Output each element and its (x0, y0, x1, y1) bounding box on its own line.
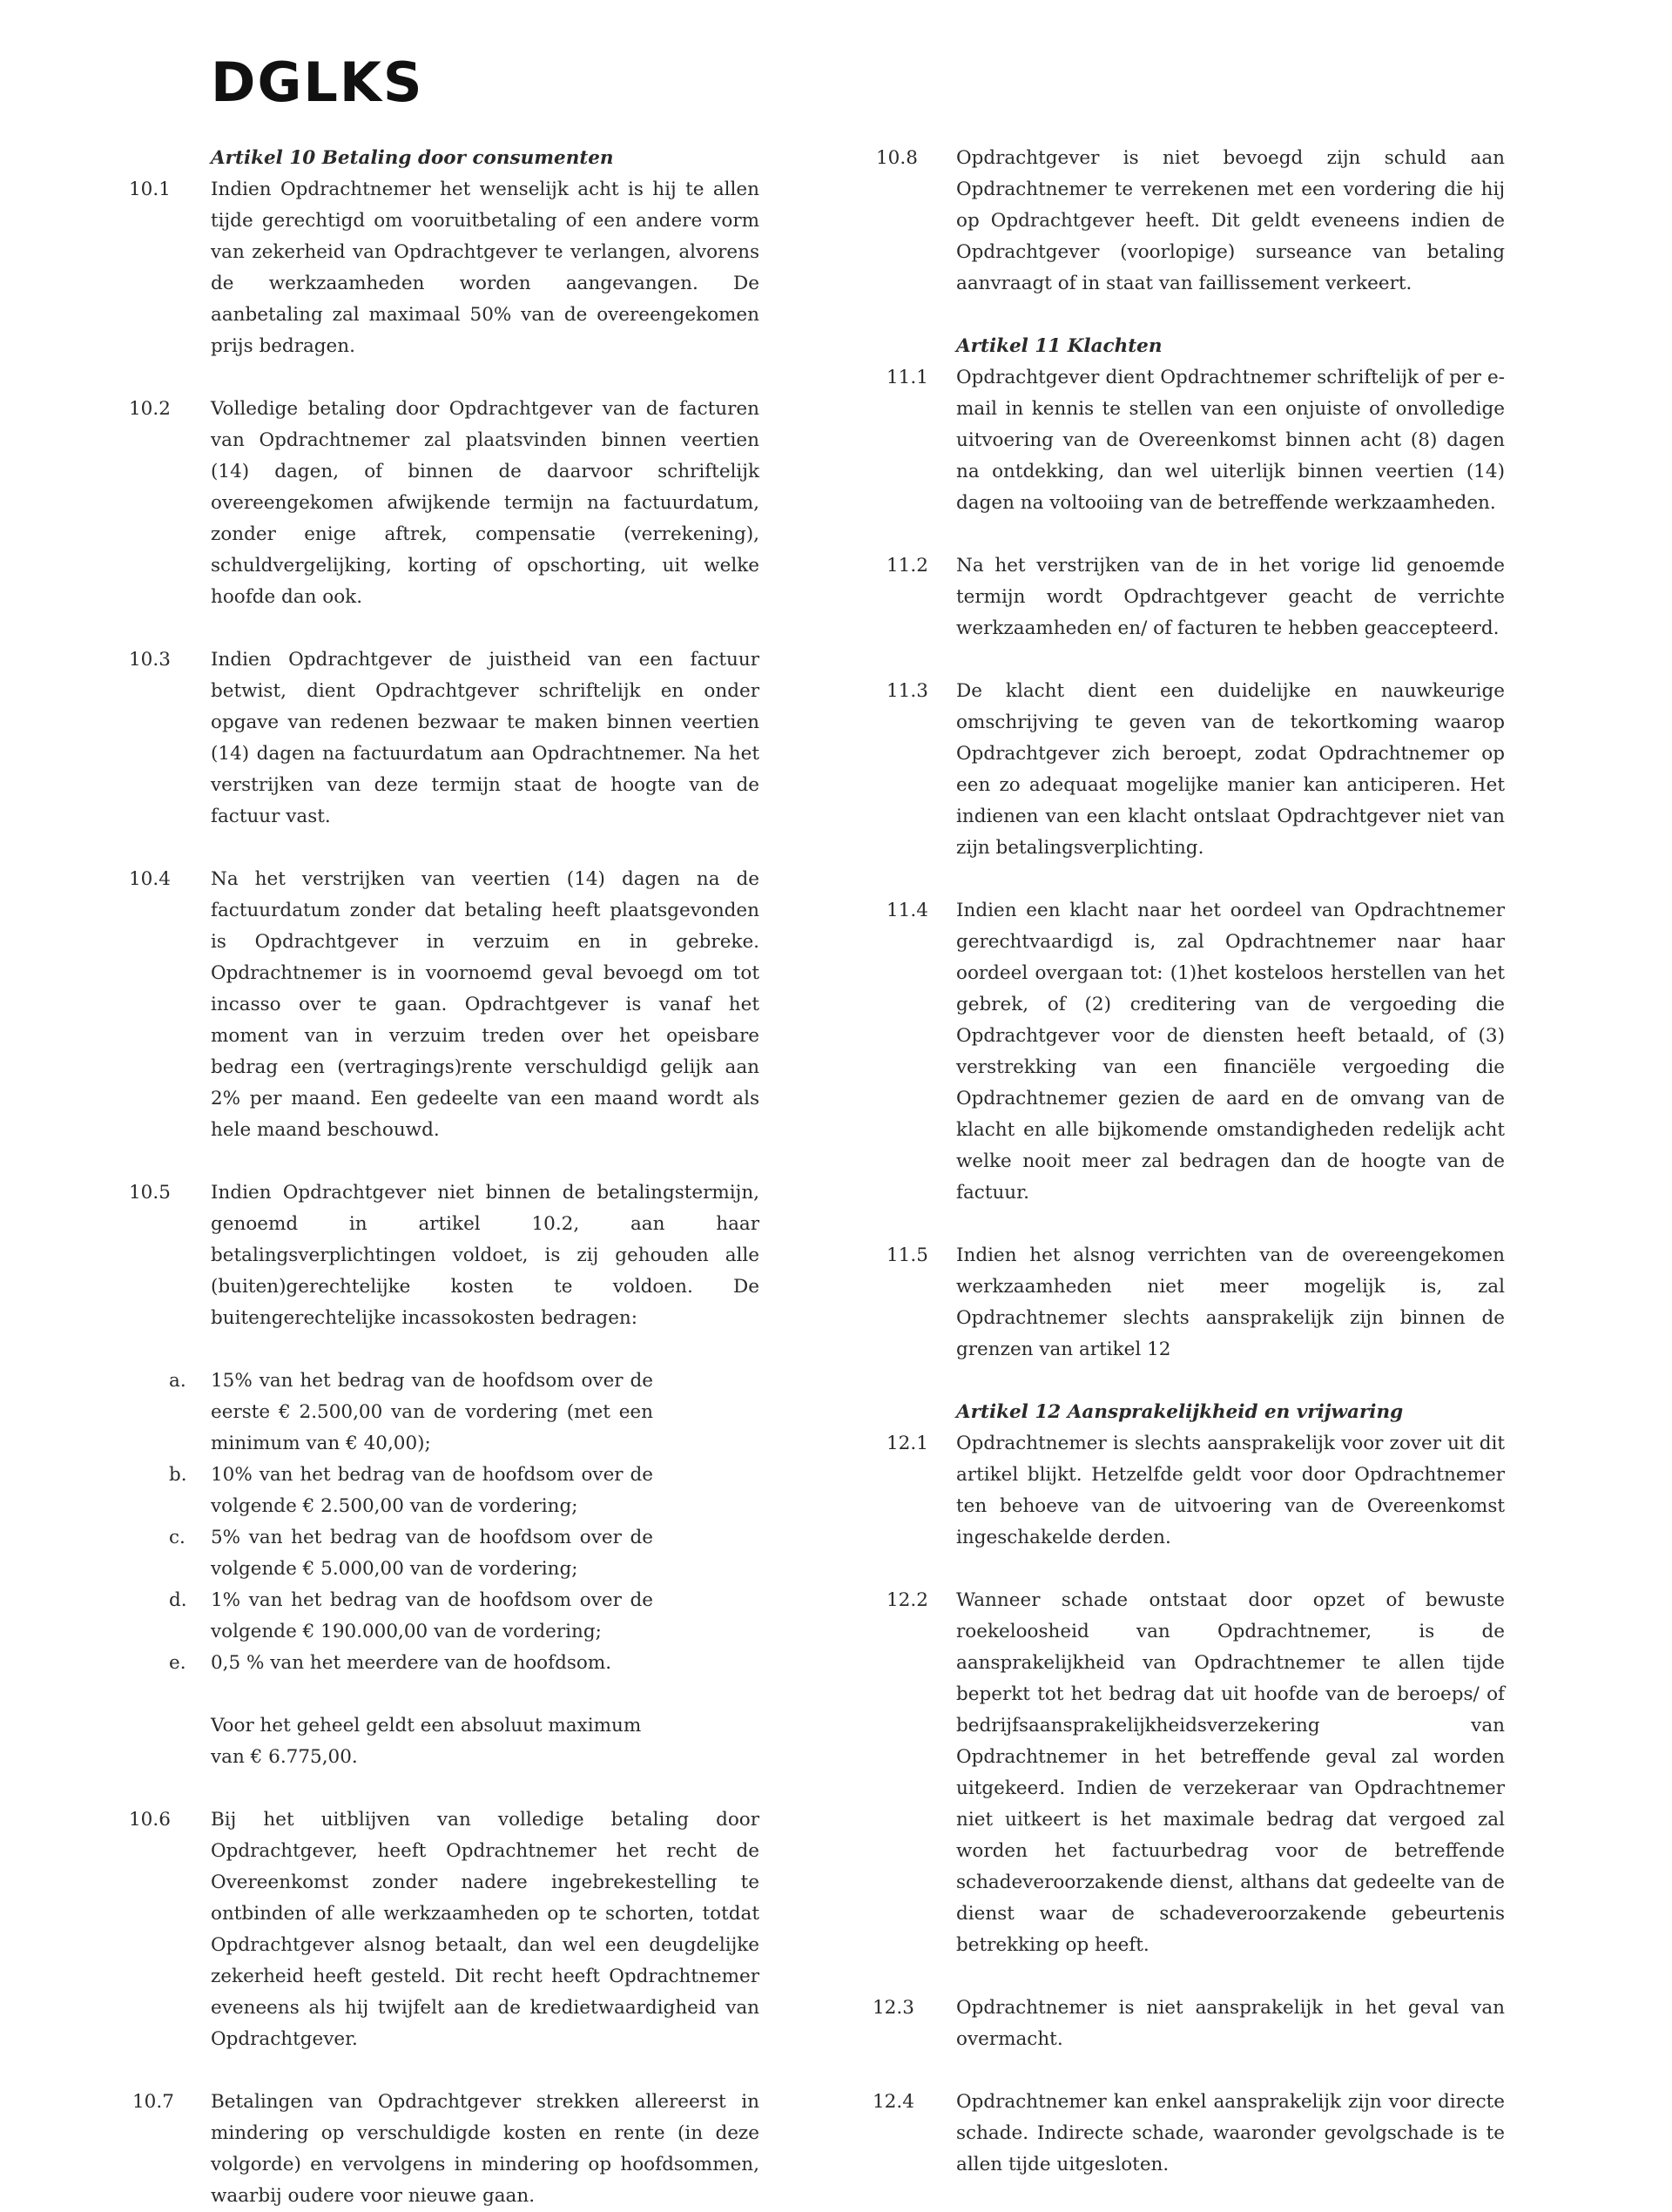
clause-number: 10.1 (129, 179, 171, 200)
article-12-heading: Artikel 12 Aansprakelijkheid en vrijwaring (956, 1401, 1404, 1423)
clause-number: 12.2 (887, 1589, 928, 1611)
clause-text: Volledige betaling door Opdrachtgever van de facturen van Opdrachtnemer zal plaatsvinden binnen veertien (14) dagen, of binnen de daarvoor schriftelijk overeengekomen afwijkende termijn na factuurdatum, zonder enige aftrek, compensatie (verrekening), schuldvergelijking, korting of opschorting, uit welke hoofde dan ook. (211, 398, 759, 608)
clause-text: Indien Opdrachtgever de juistheid van een factuur betwist, dient Opdrachtgever schriftelijk en onder opgave van redenen bezwaar te maken binnen veertien (14) dagen na factuurdatum aan Opdrachtnemer. Na het verstrijken van deze termijn staat de hoogte van de factuur vast. (211, 649, 759, 827)
clause-number: 10.5 (129, 1182, 171, 1204)
article-10-heading: Artikel 10 Betaling door consumenten (211, 147, 614, 169)
clause-text: Indien het alsnog verrichten van de overeengekomen werkzaamheden niet meer mogelijk is, zal Opdrachtnemer slechts aansprakelijk zijn binnen de grenzen van artikel 12 (956, 1244, 1505, 1360)
clause-number: 11.1 (887, 367, 928, 388)
clause-number: 11.5 (887, 1244, 928, 1266)
list-label: c. (169, 1527, 185, 1548)
clause-text: Opdrachtgever dient Opdrachtnemer schriftelijk of per e-mail in kennis te stellen van een onjuiste of onvolledige uitvoering van de Overeenkomst binnen acht (8) dagen na ontdekking, dan wel uiterlijk binnen veertien (14) dagen na voltooiing van de betreffende werkzaamheden. (956, 367, 1505, 514)
clause-text: Indien Opdrachtgever niet binnen de betalingstermijn, genoemd in artikel 10.2, aan haar betalingsverplichtingen voldoet, is zij gehouden alle (buiten)gerechtelijke kosten te voldoen. De buitengerechtelijke incassokosten bedragen: (211, 1182, 759, 1329)
clause-12-1 (0, 1428, 1515, 1554)
list-text: 0,5 % van het meerdere van de hoofdsom. (211, 1652, 612, 1674)
list-label: d. (169, 1589, 187, 1611)
clause-12-4 (0, 2087, 1515, 2181)
clause-text: Na het verstrijken van veertien (14) dagen na de factuurdatum zonder dat betaling heeft plaatsgevonden is Opdrachtgever in verzuim en in gebreke. Opdrachtnemer is in voornoemd geval bevoegd om tot incasso over te gaan. Opdrachtgever is vanaf het moment van in verzuim treden over het opeisbare bedrag een (vertragings)rente verschuldigd gelijk aan 2% per maand. Een gedeelte van een maand wordt als hele maand beschouwd. (211, 868, 759, 1141)
clause-text: Betalingen van Opdrachtgever strekken allereerst in mindering op verschuldigde kosten en rente (in deze volgorde) en vervolgens in mindering op hoofdsommen, waarbij oudere voor nieuwe gaan. (211, 2091, 759, 2207)
list-label: b. (169, 1464, 187, 1486)
list-text: 15% van het bedrag van de hoofdsom over de eerste € 2.500,00 van de vordering (met een minimum van € 40,00); (211, 1370, 653, 1454)
clause-number: 12.3 (873, 1997, 914, 2019)
company-logo: DGLKS (211, 51, 424, 114)
clause-number: 10.8 (876, 147, 918, 169)
clause-text: De klacht dient een duidelijke en nauwkeurige omschrijving te geven van de tekortkoming waarop Opdrachtgever zich beroept, zodat Opdrachtnemer op een zo adequaat mogelijke manier kan anticiperen. Het indienen van een klacht ontslaat Opdrachtgever niet van zijn betalingsverplichting. (956, 680, 1505, 859)
clause-10-8 (0, 143, 1515, 300)
clause-11-5 (0, 1240, 1515, 1366)
clause-number: 10.7 (132, 2091, 174, 2113)
clause-number: 12.1 (887, 1433, 928, 1454)
maximum-note: Voor het geheel geldt een absoluut maximum van € 6.775,00. (211, 1715, 642, 1768)
list-text: 10% van het bedrag van de hoofdsom over de volgende € 2.500,00 van de vordering; (211, 1464, 653, 1517)
clause-text: Bij het uitblijven van volledige betaling door Opdrachtgever, heeft Opdrachtnemer het recht de Overeenkomst zonder nadere ingebrekestelling te ontbinden of alle werkzaamheden op te schorten, totdat Opdrachtgever alsnog betaalt, dan wel een deugdelijke zekerheid heeft gesteld. Dit recht heeft Opdrachtnemer eveneens als hij twijfelt aan de kredietwaardigheid van Opdrachtgever. (211, 1809, 759, 2050)
clause-text: Na het verstrijken van de in het vorige lid genoemde termijn wordt Opdrachtgever geacht de verrichte werkzaamheden en/ of facturen te hebben geaccepteerd. (956, 555, 1505, 639)
list-text: 5% van het bedrag van de hoofdsom over de volgende € 5.000,00 van de vordering; (211, 1527, 653, 1580)
clause-number: 10.3 (129, 649, 171, 671)
list-text: 1% van het bedrag van de hoofdsom over de volgende € 190.000,00 van de vordering; (211, 1589, 653, 1642)
clause-text: Opdrachtgever is niet bevoegd zijn schuld aan Opdrachtnemer te verrekenen met een vordering die hij op Opdrachtgever heeft. Dit geldt eveneens indien de Opdrachtgever (voorlopige) surseance van betaling aanvraagt of in staat van faillissement verkeert. (956, 147, 1505, 294)
clause-number: 11.2 (887, 555, 928, 577)
clause-text: Wanneer schade ontstaat door opzet of bewuste roekeloosheid van Opdrachtnemer, is de aansprakelijkheid van Opdrachtnemer te allen tijde beperkt tot het bedrag dat uit hoofde van de beroeps/ of bedrijfsaansprakelijkheidsverzekering van Opdrachtnemer in het betreffende geval zal worden uitgekeerd. Indien de verzekeraar van Opdrachtnemer niet uitkeert is het maximale bedrag dat vergoed zal worden het factuurbedrag voor de betreffende schadeveroorzakende dienst, althans dat gedeelte van de dienst waar de schadeveroorzakende gebeurtenis betrekking op heeft. (956, 1589, 1505, 1956)
clause-text: Indien een klacht naar het oordeel van Opdrachtnemer gerechtvaardigd is, zal Opdrachtnemer naar haar oordeel overgaan tot: (1)het kosteloos herstellen van het gebrek, of (2) creditering van de vergoeding die Opdrachtgever voor de diensten heeft betaald, of (3) verstrekking van een financiële vergoeding die Opdrachtnemer gezien de aard en de omvang van de klacht en alle bijkomende omstandigheden redelijk acht welke nooit meer zal bedragen dan de hoogte van de factuur. (956, 900, 1505, 1204)
clause-number: 11.3 (887, 680, 928, 702)
clause-number: 11.4 (887, 900, 928, 921)
clause-text: Indien Opdrachtnemer het wenselijk acht is hij te allen tijde gerechtigd om vooruitbetaling of een andere vorm van zekerheid van Opdrachtgever te verlangen, alvorens de werkzaamheden worden aangevangen. De aanbetaling zal maximaal 50% van de overeengekomen prijs bedragen. (211, 179, 759, 357)
clause-number: 10.6 (129, 1809, 171, 1831)
clause-11-2 (0, 550, 1515, 644)
clause-11-4 (0, 895, 1515, 1209)
clause-11-1 (0, 362, 1515, 519)
list-label: a. (169, 1370, 186, 1392)
right-column (0, 143, 1515, 2181)
clause-12-2 (0, 1585, 1515, 1961)
clause-12-3 (0, 1993, 1515, 2055)
clause-text: Opdrachtnemer is slechts aansprakelijk voor zover uit dit artikel blijkt. Hetzelfde geldt voor door Opdrachtnemer ten behoeve van de uitvoering van de Overeenkomst ingeschakelde derden. (956, 1433, 1505, 1548)
clause-11-3 (0, 676, 1515, 864)
list-label: e. (169, 1652, 186, 1674)
clause-text: Opdrachtnemer is niet aansprakelijk in het geval van overmacht. (956, 1997, 1505, 2050)
article-11-heading: Artikel 11 Klachten (956, 335, 1163, 357)
clause-text: Opdrachtnemer kan enkel aansprakelijk zijn voor directe schade. Indirecte schade, waaronder gevolgschade is te allen tijde uitgesloten. (956, 2091, 1505, 2175)
clause-number: 10.2 (129, 398, 171, 420)
clause-number: 12.4 (873, 2091, 914, 2113)
clause-number: 10.4 (129, 868, 171, 890)
